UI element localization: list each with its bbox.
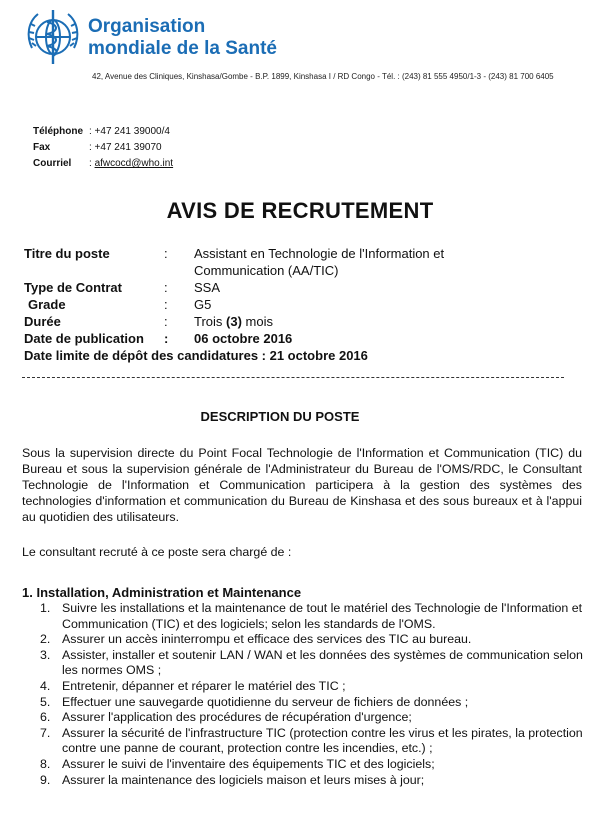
list-item-number: 1. (40, 601, 51, 615)
intro-line: Le consultant recruté à ce poste sera chargé de : (22, 545, 292, 559)
publication-date-value: 06 octobre 2016 (194, 331, 293, 346)
fax-value: : +47 241 39070 (89, 142, 162, 153)
job-title-row (24, 245, 534, 279)
section-title: DESCRIPTION DU POSTE (200, 409, 360, 424)
list-item-text: Assurer la maintenance des logiciels maison et leurs mises à jour; (62, 772, 425, 787)
description-paragraph: Sous la supervision directe du Point Focal Technologie de l'Information et Communication (TIC) du Bureau et sous la supervision générale de l'Administrateur du Bureau de l'OMS/RDC, le Consultant Technologie de l'Information et Communication participera à la gestion des systèmes des technologies d'information et communication du Bureau de Kinshasa et des sous bureaux et à l'appui au quotidien des utilisateurs. (22, 446, 582, 524)
phone-label: Téléphone (33, 126, 84, 137)
duration-prefix: Trois (194, 314, 227, 329)
phone-row (33, 124, 173, 140)
list-item (40, 773, 590, 789)
list-item-text: Assurer l'application des procédures de récupération d'urgence; (62, 710, 412, 725)
list-item-text: Assurer la sécurité de l'infrastructure TIC (protection contre les virus et les pirates, la protection contre une panne de courant, protection contre les incendies, etc.) ; (62, 725, 583, 756)
job-title-separator: : (164, 246, 168, 261)
list-item-text: Assurer le suivi de l'inventaire des équipements TIC et des logiciels; (62, 756, 435, 771)
letterhead (22, 6, 592, 86)
duration-value (194, 313, 534, 330)
list-item (40, 710, 590, 726)
duration-label: Durée (24, 314, 61, 329)
duration-row (24, 313, 534, 330)
list-item-number: 3. (40, 647, 51, 662)
duration-number: (3) (226, 314, 242, 329)
list-item (40, 757, 590, 773)
list-item (40, 726, 590, 757)
contact-block (33, 124, 173, 172)
publication-date-separator: : (164, 331, 169, 346)
organization-name-line2: mondiale de la Santé (88, 38, 277, 59)
list-item-text: Effectuer une sauvegarde quotidienne du serveur de fichiers de données ; (62, 694, 469, 709)
duration-suffix: mois (241, 314, 273, 329)
email-label: Courriel (33, 158, 72, 169)
deadline-text: Date limite de dépôt des candidatures : 21 octobre 2016 (24, 348, 368, 363)
list-item-text: Assurer un accès ininterrompu et efficace des services des TIC au bureau. (62, 632, 472, 647)
contract-type-row (24, 279, 534, 296)
list-item-text: Entretenir, dépanner et réparer le matériel des TIC ; (62, 678, 346, 693)
email-link[interactable]: afwcocd@who.int (94, 158, 174, 169)
subsection-title: 1. Installation, Administration et Maintenance (22, 585, 302, 600)
contract-type-separator: : (164, 280, 168, 295)
deadline-row (24, 347, 534, 364)
list-item-number: 9. (40, 772, 51, 787)
fax-row (33, 140, 173, 156)
task-list (40, 601, 590, 788)
who-emblem-icon (22, 6, 84, 68)
fax-label: Fax (33, 142, 51, 153)
job-title-label: Titre du poste (24, 246, 110, 261)
organization-name-line1: Organisation (88, 16, 206, 37)
list-item-number: 4. (40, 678, 51, 693)
publication-date-row (24, 330, 534, 347)
list-item (40, 679, 590, 695)
duration-separator: : (164, 314, 168, 329)
list-item (40, 632, 590, 648)
list-item-number: 6. (40, 710, 51, 725)
list-item (40, 695, 590, 711)
list-item-number: 7. (40, 725, 51, 740)
grade-row (24, 296, 534, 313)
dashed-divider (22, 377, 564, 378)
email-row (33, 156, 173, 172)
list-item (40, 601, 590, 632)
letterhead-address: 42, Avenue des Cliniques, Kinshasa/Gombe - B.P. 1899, Kinshasa I / RD Congo - Tél. : (243) 81 555 4950/1-3 - (243) 81 700 6405 (92, 72, 554, 81)
list-item (40, 648, 590, 679)
list-item-number: 2. (40, 632, 51, 647)
page-title: AVIS DE RECRUTEMENT (166, 198, 434, 223)
email-separator: : (89, 158, 92, 169)
job-details (24, 245, 534, 364)
publication-date-label: Date de publication (24, 331, 144, 346)
organization-name (88, 16, 277, 60)
list-item-number: 5. (40, 694, 51, 709)
contract-type-label: Type de Contrat (24, 280, 122, 295)
list-item-number: 8. (40, 756, 51, 771)
list-item-text: Assister, installer et soutenir LAN / WAN et les données des systèmes de communication selon les normes OMS ; (62, 647, 583, 678)
grade-label: Grade (28, 297, 66, 312)
grade-separator: : (164, 297, 168, 312)
phone-value: : +47 241 39000/4 (89, 126, 170, 137)
contract-type-value: SSA (194, 280, 221, 295)
job-title-value: Assistant en Technologie de l'Information et Communication (AA/TIC) (194, 246, 445, 278)
grade-value: G5 (194, 297, 212, 312)
list-item-text: Suivre les installations et la maintenance de tout le matériel des Technologie de l'Information et Communication (TIC) et des logiciels; selon les standards de l'OMS. (62, 601, 583, 631)
